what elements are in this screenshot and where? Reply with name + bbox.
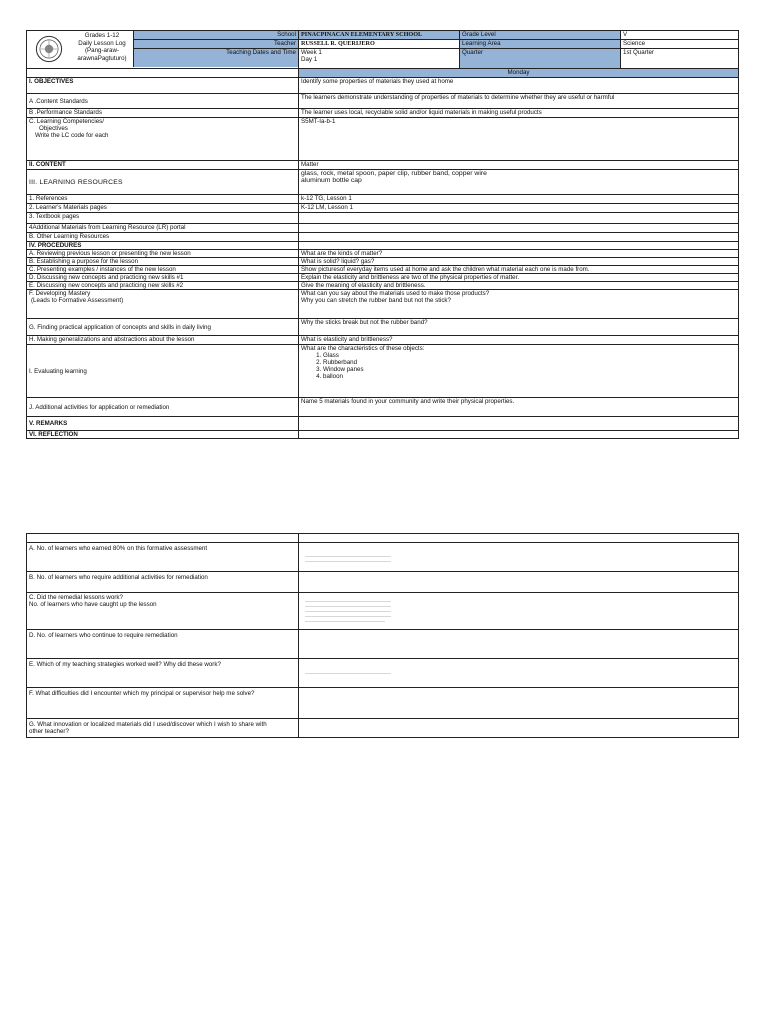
row-textbook-value (299, 213, 739, 224)
row-competencies-value: S5MT-Ia-b-1 (299, 118, 739, 161)
row-procedure-f-value: What can you say about the materials used to make those products? Why you can stretch the rubber band but not the stick? (299, 290, 739, 319)
reflection-header-spacer-2 (299, 534, 739, 543)
row-procedure-j-value: Name 5 materials found in your community and write their physical properties. (299, 398, 739, 417)
row-textbook-label: 3. Textbook pages (27, 213, 299, 224)
dates-label: Teaching Dates and Time (133, 49, 298, 67)
reflection-g-value (299, 719, 739, 738)
row-procedures-value (299, 242, 739, 250)
area-label: Learning Area (460, 40, 621, 49)
row-content-standards-label: A .Content Standards (27, 94, 299, 109)
row-remarks-label: V. REMARKS (27, 417, 299, 431)
reflection-b-value (299, 572, 739, 593)
day-spacer (27, 69, 299, 78)
row-learning-resources-value: glass, rock, metal spoon, paper clip, rubber band, copper wire aluminum bottle cap (299, 170, 739, 195)
reflection-f-value (299, 688, 739, 719)
row-procedure-i-value: What are the characteristics of these objects: 1. Glass 2. Rubberband 3. Window panes 4. balloon (299, 345, 739, 398)
row-procedure-g-value: Why the sticks break but not the rubber band? (299, 319, 739, 336)
row-procedure-f-label: F. Developing Mastery (Leads to Formative Assessment) (27, 290, 299, 319)
header-title-cell (27, 31, 299, 69)
row-remarks-value (299, 417, 739, 431)
row-procedure-c-value: Show picturesof everyday items used at home and ask the children what material each one is made from. (299, 266, 739, 274)
reflection-table (26, 533, 739, 738)
row-procedure-d-value: Explain the elasticity and brittleness are two of the physical properties of matter. (299, 274, 739, 282)
row-lr-portal-value (299, 224, 739, 233)
list-item: 3. Window panes (323, 366, 736, 373)
grade-label: Grade Level (460, 31, 621, 40)
grade-value: V (621, 31, 739, 40)
reflection-e-value (299, 659, 739, 688)
row-content-value: Matter (299, 161, 739, 170)
row-procedure-i-label: I. Evaluating learning (27, 345, 299, 398)
row-reflection-value (299, 431, 739, 439)
row-other-resources-value (299, 233, 739, 242)
row-references-label: 1. References (27, 195, 299, 204)
row-references-value: k-12 TG, Lesson 1 (299, 195, 739, 204)
school-label: School (133, 31, 298, 40)
row-content-standards-value: The learners demonstrate understanding of properties of materials to determine whether they are useful or harmful (299, 94, 739, 109)
deped-seal-icon (27, 31, 71, 67)
reflection-header-spacer (27, 534, 299, 543)
area-value: Science (621, 40, 739, 49)
row-procedure-h-value: What is elasticity and brittleness? (299, 336, 739, 345)
row-procedure-a-value: What are the kinds of matter? (299, 250, 739, 258)
reflection-b-label: B. No. of learners who require additional activities for remediation (27, 572, 299, 593)
daily-lesson-log (26, 30, 738, 439)
row-other-resources-label: B. Other Learning Resources (27, 233, 299, 242)
row-procedure-j-label: J. Additional activities for application or remediation (27, 398, 299, 417)
row-competencies-label: C. Learning Competencies/ Objectives Write the LC code for each (27, 118, 299, 161)
teacher-label: Teacher (133, 40, 298, 49)
list-item: 2. Rubberband (323, 359, 736, 366)
row-lr-portal-label: 4Additional Materials from Learning Resource (LR) portal (27, 224, 299, 233)
quarter-value: 1st Quarter (621, 49, 739, 69)
row-procedure-e-value: Give the meaning of elasticity and brittleness. (299, 282, 739, 290)
row-procedure-g-label: G. Finding practical application of concepts and skills in daily living (27, 319, 299, 336)
teacher-value: RUSSELL R. QUERIJERO (299, 40, 460, 49)
reflection-d-label: D. No. of learners who continue to require remediation (27, 630, 299, 659)
row-performance-standards-value: The learner uses local, recyclable solid and/or liquid materials in making useful products (299, 109, 739, 118)
row-procedure-b-label: B. Establishing a purpose for the lesson (27, 258, 299, 266)
dates-value: Week 1 Day 1 (299, 49, 460, 69)
row-learning-resources-label: III. LEARNING RESOURCES (27, 170, 299, 195)
row-reflection-label: VI. REFLECTION (27, 431, 299, 439)
school-value: PINACPINACAN ELEMENTARY SCHOOL (299, 31, 460, 40)
list-item: 4. balloon (323, 373, 736, 380)
list-item: 1. Glass (323, 352, 736, 359)
row-performance-standards-label: B .Performance Standards (27, 109, 299, 118)
reflection-e-label: E. Which of my teaching strategies worked well? Why did these work? (27, 659, 299, 688)
header-title: Grades 1-12 Daily Lesson Log (Pang-araw- arawnaPagtuturo) (77, 32, 127, 62)
reflection-f-label: F. What difficulties did I encounter which my principal or supervisor help me solve? (27, 688, 299, 719)
reflection-c-value (299, 593, 739, 630)
row-procedure-e-label: E. Discussing new concepts and practicing new skills #2 (27, 282, 299, 290)
row-procedure-h-label: H. Making generalizations and abstractions about the lesson (27, 336, 299, 345)
row-objectives-label: I. OBJECTIVES (27, 78, 299, 94)
reflection-section (26, 533, 738, 738)
lesson-log-table (26, 30, 739, 439)
reflection-a-value (299, 543, 739, 572)
row-objectives-value: Identify some properties of materials they used at home (299, 78, 739, 94)
row-lm-pages-label: 2. Learner's Materials pages (27, 204, 299, 213)
reflection-a-label: A. No. of learners who earned 80% on this formative assessment (27, 543, 299, 572)
row-procedure-b-value: What is solid? liquid? gas? (299, 258, 739, 266)
day-label: Monday (299, 69, 739, 78)
row-procedure-c-label: C. Presenting examples / instances of the new lesson (27, 266, 299, 274)
row-lm-pages-value: K-12 LM, Lesson 1 (299, 204, 739, 213)
reflection-g-label: G. What innovation or localized materials did I used/discover which I wish to share with other teacher? (27, 719, 299, 738)
quarter-label: Quarter (460, 49, 621, 69)
evaluation-list (301, 352, 736, 380)
reflection-d-value (299, 630, 739, 659)
reflection-c-label: C. Did the remedial lessons work? No. of learners who have caught up the lesson (27, 593, 299, 630)
row-procedure-a-label: A. Reviewing previous lesson or presenting the new lesson (27, 250, 299, 258)
row-procedure-d-label: D. Discussing new concepts and practicing new skills #1 (27, 274, 299, 282)
row-procedures-label: IV. PROCEDURES (27, 242, 299, 250)
row-content-label: II. CONTENT (27, 161, 299, 170)
